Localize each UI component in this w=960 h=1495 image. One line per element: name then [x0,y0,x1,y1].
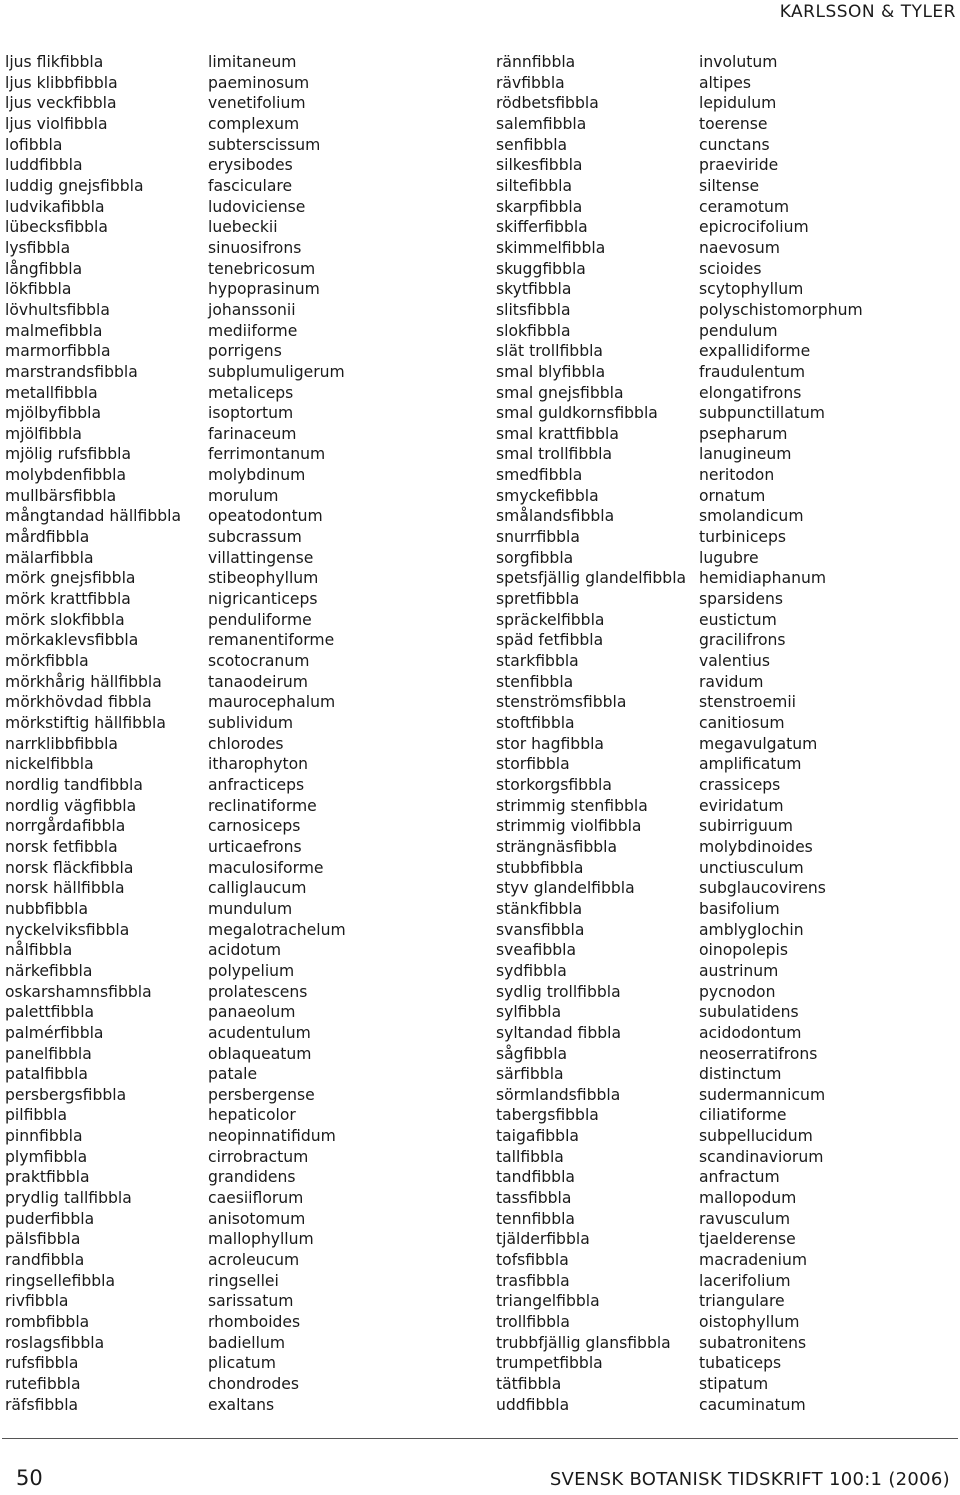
running-head: KARLSSON & TYLER [779,2,956,22]
name-entry: trasfibbla [496,1271,570,1290]
name-entry: norsk fläckfibbla [5,858,134,877]
name-entry: mediiforme [208,321,298,340]
name-entry: smal krattfibbla [496,424,619,443]
name-entry: erysibodes [208,156,293,175]
column-latin-epithets-2 [699,52,863,1415]
name-entry: patale [208,1065,258,1084]
name-entry: oistophyllum [699,1313,800,1332]
name-entry: patalfibbla [5,1065,88,1084]
name-entry: panaeolum [208,1003,296,1022]
name-entry: ljus flikfibbla [5,53,104,71]
name-entry: panelfibbla [5,1044,92,1063]
name-entry: mjölbyfibbla [5,404,102,423]
name-entry: involutum [699,53,778,71]
name-entry: särfibbla [496,1065,564,1084]
name-entry: ravusculum [699,1209,791,1228]
name-entry: skytfibbla [496,280,572,299]
name-entry: plymfibbla [5,1147,88,1166]
name-entry: sveafibbla [496,941,577,960]
name-entry: malmefibbla [5,321,103,340]
name-entry: skarpfibbla [496,197,583,216]
name-entry: farinaceum [208,424,297,443]
name-entry: lofibbla [5,135,63,154]
name-entry: späd fetfibbla [496,631,604,650]
name-entry: oskarshamnsfibbla [5,982,152,1001]
name-entry: nyckelviksfibbla [5,920,130,939]
name-entry: mångtandad hällfibbla [5,507,182,526]
name-entry: sylfibbla [496,1003,562,1022]
name-entry: sörmlandsfibbla [496,1085,621,1104]
name-entry: randfibbla [5,1251,85,1270]
name-entry: penduliforme [208,610,312,629]
name-entry: subcrassum [208,528,302,547]
name-entry: anisotomum [208,1209,306,1228]
name-entry: stor hagfibbla [496,734,604,753]
name-entry: acudentulum [208,1023,311,1042]
name-entry: subulatidens [699,1003,799,1022]
name-entry: caesiiflorum [208,1189,304,1208]
name-entry: roslagsfibbla [5,1333,105,1352]
name-entry: oinopolepis [699,941,789,960]
name-entry: stenfibbla [496,672,574,691]
name-entry: smal gnejsfibbla [496,383,624,402]
name-entry: pendulum [699,321,778,340]
name-entry: subpellucidum [699,1127,813,1146]
name-entry: tallfibbla [496,1147,564,1166]
name-entry: cunctans [699,135,770,154]
name-entry: stenströmsfibbla [496,693,627,712]
name-entry: toerense [699,114,768,133]
name-entry: lanugineum [699,445,792,464]
name-entry: strimmig violfibbla [496,817,642,836]
name-entry: mörkhövdad fibbla [5,693,152,712]
name-entry: chlorodes [208,734,284,753]
name-entry: ljus violfibbla [5,114,108,133]
name-entry: smal blyfibbla [496,362,606,381]
name-entry: sorgfibbla [496,548,574,567]
name-entry: smedfibbla [496,466,583,485]
name-entry: megalotrachelum [208,920,346,939]
name-entry: norrgårdafibbla [5,817,126,836]
name-entry: storkorgsfibbla [496,775,612,794]
name-entry: silkesfibbla [496,156,583,175]
name-entry: triangelfibbla [496,1292,600,1311]
name-entry: rhomboides [208,1313,301,1332]
name-entry: mundulum [208,899,293,918]
name-entry: stenstroemii [699,693,797,712]
name-entry: metaliceps [208,383,294,402]
name-entry: rutefibbla [5,1375,81,1393]
name-entry: tubaticeps [699,1354,782,1373]
name-entry: mörkstiftig hällfibbla [5,714,166,732]
name-entry: tabergsfibbla [496,1106,599,1125]
name-entry: acidotum [208,941,282,960]
name-entry: persbergense [208,1085,315,1104]
name-entry: skifferfibbla [496,218,588,237]
name-entry: smålandsfibbla [496,507,615,526]
name-entry: lövhultsfibbla [5,300,110,319]
name-entry: exaltans [208,1395,275,1414]
name-entry: taigafibbla [496,1127,579,1146]
name-entry: hepaticolor [208,1106,296,1125]
name-entry: scandinaviorum [699,1147,824,1166]
name-entry: mallophyllum [208,1230,314,1249]
name-entry: ringsellefibbla [5,1271,116,1290]
name-entry: subirriguum [699,817,793,836]
name-entry: ceramotum [699,197,790,216]
name-entry: mjölfibbla [5,424,82,443]
name-entry: prolatescens [208,982,308,1001]
name-entry: tjälderfibbla [496,1230,590,1249]
name-entry: acidodontum [699,1023,802,1042]
name-entry: ludoviciense [208,197,306,216]
name-entry: opeatodontum [208,507,323,526]
name-entry: puderfibbla [5,1209,95,1228]
name-entry: narrklibbfibbla [5,734,118,753]
footer-rule [2,1438,958,1439]
name-entry: johanssonii [208,300,296,319]
name-entry: stubbfibbla [496,858,584,877]
name-entry: mörk gnejsfibbla [5,569,136,588]
name-entry: megavulgatum [699,734,818,753]
name-entry: turbiniceps [699,528,787,547]
name-entry: slitsfibbla [496,300,571,319]
name-entry: styv glandelfibbla [496,879,635,898]
name-entry: basifolium [699,899,780,918]
name-entry: tenebricosum [208,259,316,278]
name-entry: räfsfibbla [5,1395,79,1414]
name-entry: smal guldkornsfibbla [496,404,658,423]
name-entry: slät trollfibbla [496,342,603,361]
name-entry: spretfibbla [496,590,580,609]
name-entry: mörkfibbla [5,652,89,671]
name-entry: macradenium [699,1251,808,1270]
name-entry: nordlig vägfibbla [5,796,137,815]
name-entry: epicrocifolium [699,218,809,237]
name-entry: syltandad fibbla [496,1023,622,1042]
journal-citation: SVENSK BOTANISK TIDSKRIFT 100:1 (2006) [549,1469,950,1490]
name-entry: calliglaucum [208,879,307,898]
name-entry: smolandicum [699,507,804,526]
name-entry: luddig gnejsfibbla [5,176,144,195]
name-entry: limitaneum [208,53,297,71]
name-entry: stänkfibbla [496,899,583,918]
name-entry: uddfibbla [496,1395,570,1414]
name-entry: sydlig trollfibbla [496,982,621,1001]
name-entry: mullbärsfibbla [5,486,117,505]
name-entry: cirrobractum [208,1147,309,1166]
name-entry: complexum [208,114,300,133]
name-entry: gracilifrons [699,631,786,650]
name-entry: ljus veckfibbla [5,94,117,113]
name-entry: scotocranum [208,652,310,671]
name-entry: metallfibbla [5,383,98,402]
name-entry: skuggfibbla [496,259,586,278]
name-entry: mälarfibbla [5,548,94,567]
name-entry: trumpetfibbla [496,1354,603,1373]
name-entry: praktfibbla [5,1168,90,1187]
name-entry: sublividum [208,714,294,732]
name-entry: itharophyton [208,755,309,774]
name-entry: spräckelfibbla [496,610,605,629]
name-entry: cacuminatum [699,1395,806,1414]
name-entry: stoftfibbla [496,714,575,732]
name-entry: amplificatum [699,755,802,774]
name-entry: distinctum [699,1065,782,1084]
name-entry: rufsfibbla [5,1354,79,1373]
name-entry: maurocephalum [208,693,336,712]
name-entry: austrinum [699,961,779,980]
name-entry: marstrandsfibbla [5,362,138,381]
name-entry: ravidum [699,672,764,691]
name-entry: hemidiaphanum [699,569,827,588]
name-entry: norsk hällfibbla [5,879,125,898]
name-entry: mörkaklevsfibbla [5,631,139,650]
name-entry: molybdinum [208,466,306,485]
name-entry: sydfibbla [496,961,567,980]
name-entry: fraudulentum [699,362,806,381]
name-entry: stibeophyllum [208,569,319,588]
name-entry: villattingense [208,548,314,567]
name-entry: nickelfibbla [5,755,94,774]
name-entry: scioides [699,259,762,278]
name-entry: neoserratifrons [699,1044,818,1063]
name-entry: trubbfjällig glansfibbla [496,1333,671,1352]
name-entry: prydlig tallfibbla [5,1189,132,1208]
name-entry: anfractum [699,1168,780,1187]
name-entry: smal trollfibbla [496,445,613,464]
name-entry: ludvikafibbla [5,197,105,216]
name-entry: molybdinoides [699,837,813,856]
name-entry: subterscissum [208,135,321,154]
name-entry: pilfibbla [5,1106,68,1125]
name-entry: lökfibbla [5,280,72,299]
name-entry: lacerifolium [699,1271,791,1290]
name-entry: subatronitens [699,1333,807,1352]
name-entry: badiellum [208,1333,286,1352]
name-entry: hypoprasinum [208,280,320,299]
name-entry: isoptortum [208,404,294,423]
name-entry: rombfibbla [5,1313,90,1332]
name-entry: mjölig rufsfibbla [5,445,131,464]
name-entry: rivfibbla [5,1292,69,1311]
name-entry: persbergsfibbla [5,1085,127,1104]
name-entry: palettfibbla [5,1003,95,1022]
name-entry: närkefibbla [5,961,93,980]
name-entry: lugubre [699,548,759,567]
name-entry: tjaelderense [699,1230,796,1249]
name-entry: plicatum [208,1354,276,1373]
name-entry: subpunctillatum [699,404,825,423]
name-entry: nigricanticeps [208,590,318,609]
name-entry: ljus klibbfibbla [5,73,118,92]
column-swedish-names-1 [5,52,181,1415]
name-entry: senfibbla [496,135,568,154]
name-entry: tassfibbla [496,1189,572,1208]
name-entry: rödbetsfibbla [496,94,599,113]
name-entry: elongatifrons [699,383,802,402]
name-entry: spetsfjällig glandelfibbla [496,569,687,588]
name-entry: praeviride [699,156,779,175]
name-entry: acroleucum [208,1251,300,1270]
name-entry: strimmig stenfibbla [496,796,648,815]
name-entry: lysfibbla [5,238,71,257]
name-entry: nubbfibbla [5,899,89,918]
name-entry: långfibbla [5,259,83,278]
name-entry: triangulare [699,1292,785,1311]
name-entry: polyschistomorphum [699,300,863,319]
name-entry: mörk slokfibbla [5,610,125,629]
name-entry: pälsfibbla [5,1230,81,1249]
name-entry: stipatum [699,1375,769,1393]
name-entry: norsk fetfibbla [5,837,118,856]
name-entry: ciliatiforme [699,1106,787,1125]
name-entry: anfracticeps [208,775,305,794]
name-entry: altipes [699,73,751,92]
name-entry: sågfibbla [496,1044,568,1063]
column-swedish-names-2 [496,52,686,1415]
name-entry: subplumuligerum [208,362,345,381]
name-entry: unctiusculum [699,858,804,877]
name-entry: porrigens [208,342,282,361]
name-entry: remanentiforme [208,631,335,650]
name-entry: oblaqueatum [208,1044,312,1063]
name-entry: storfibbla [496,755,570,774]
name-entry: ferrimontanum [208,445,326,464]
name-entry: sinuosifrons [208,238,302,257]
name-entry: maculosiforme [208,858,324,877]
name-entry: trollfibbla [496,1313,570,1332]
name-entry: fasciculare [208,176,293,195]
name-entry: scytophyllum [699,280,804,299]
name-entry: mallopodum [699,1189,797,1208]
name-entry: pycnodon [699,982,776,1001]
name-entry: strängnäsfibbla [496,837,618,856]
name-entry: tanaodeirum [208,672,308,691]
name-entry: crassiceps [699,775,781,794]
name-entry: pinnfibbla [5,1127,83,1146]
name-entry: salemfibbla [496,114,587,133]
name-entry: mörk krattfibbla [5,590,131,609]
name-entry: nålfibbla [5,941,73,960]
name-entry: canitiosum [699,714,785,732]
name-entry: urticaefrons [208,837,302,856]
name-entry: sparsidens [699,590,783,609]
name-entry: amblyglochin [699,920,804,939]
name-entry: paeminosum [208,73,310,92]
name-entry: psepharum [699,424,788,443]
name-entry: rännfibbla [496,53,576,71]
name-entry: carnosiceps [208,817,301,836]
name-entry: palmérfibbla [5,1023,104,1042]
name-entry: venetifolium [208,94,306,113]
name-entry: svansfibbla [496,920,585,939]
name-entry: smyckefibbla [496,486,599,505]
name-entry: slokfibbla [496,321,571,340]
name-entry: lübecksfibbla [5,218,108,237]
name-entry: naevosum [699,238,780,257]
name-entry: rävfibbla [496,73,565,92]
name-entry: snurrfibbla [496,528,580,547]
name-entry: luddfibbla [5,156,83,175]
name-entry: sudermannicum [699,1085,826,1104]
name-entry: polypelium [208,961,295,980]
name-entry: ringsellei [208,1271,279,1290]
name-entry: valentius [699,652,771,671]
name-entry: reclinatiforme [208,796,317,815]
name-entry: starkfibbla [496,652,579,671]
name-entry: mårdfibbla [5,528,90,547]
name-entry: tennfibbla [496,1209,575,1228]
name-entry: subglaucovirens [699,879,826,898]
name-entry: eustictum [699,610,777,629]
name-entry: skimmelfibbla [496,238,606,257]
name-entry: siltefibbla [496,176,573,195]
name-entry: sarissatum [208,1292,294,1311]
name-entry: tätfibbla [496,1375,562,1393]
name-entry: tofsfibbla [496,1251,569,1270]
name-entry: molybdenfibbla [5,466,127,485]
name-entry: neopinnatifidum [208,1127,336,1146]
name-entry: neritodon [699,466,775,485]
name-entry: nordlig tandfibbla [5,775,143,794]
name-entry: morulum [208,486,279,505]
name-entry: marmorfibbla [5,342,111,361]
name-entry: luebeckii [208,218,278,237]
name-entry: expallidiforme [699,342,811,361]
column-latin-epithets-1 [208,52,346,1415]
name-entry: chondrodes [208,1375,300,1393]
name-entry: grandidens [208,1168,296,1187]
name-entry: lepidulum [699,94,777,113]
name-entry: tandfibbla [496,1168,575,1187]
name-entry: eviridatum [699,796,784,815]
page-number: 50 [16,1466,43,1490]
name-entry: mörkhårig hällfibbla [5,672,162,691]
name-entry: ornatum [699,486,766,505]
name-entry: siltense [699,176,760,195]
